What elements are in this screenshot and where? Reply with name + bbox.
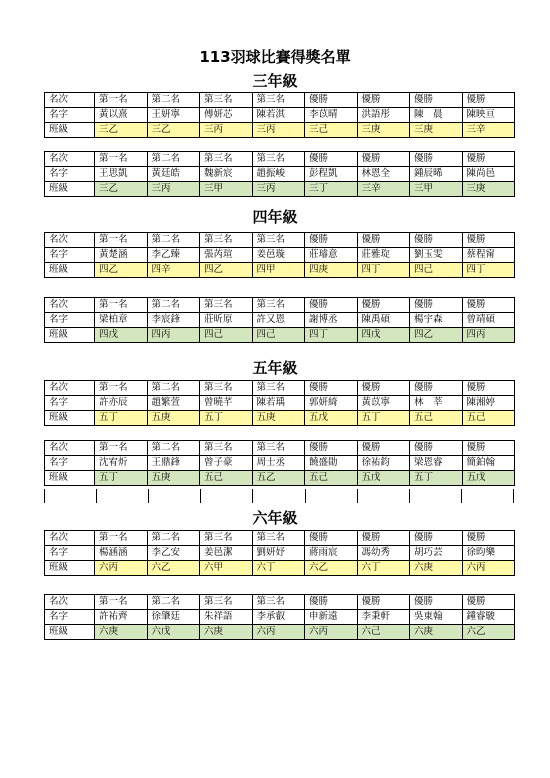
header-cell: 第三名 xyxy=(252,152,305,167)
row-label-name: 名字 xyxy=(45,248,95,263)
student-name-cell: 徐祐鈞 xyxy=(357,456,410,471)
student-name-cell: 劉妍妤 xyxy=(252,546,305,561)
header-cell: 名次 xyxy=(45,531,95,546)
student-name-cell: 洪語彤 xyxy=(357,108,410,123)
header-cell: 第二名 xyxy=(147,381,200,396)
header-cell: 優勝 xyxy=(357,152,410,167)
header-cell: 第一名 xyxy=(95,531,148,546)
student-name-cell: 李乙臻 xyxy=(147,248,200,263)
row-label-name: 名字 xyxy=(45,313,95,328)
student-name-cell: 許又恩 xyxy=(252,313,305,328)
header-cell: 第二名 xyxy=(147,298,200,313)
class-row xyxy=(45,182,515,197)
empty-cell xyxy=(97,489,149,503)
header-row xyxy=(45,233,515,248)
header-cell: 第一名 xyxy=(95,93,148,108)
class-row xyxy=(45,411,515,426)
name-row xyxy=(45,313,515,328)
class-cell: 四丁 xyxy=(357,263,410,278)
header-cell: 第三名 xyxy=(252,531,305,546)
student-name-cell: 徐肇廷 xyxy=(147,610,200,625)
header-row xyxy=(45,298,515,313)
row-label-name: 名字 xyxy=(45,610,95,625)
row-label-class: 班級 xyxy=(45,471,95,486)
class-cell: 四己 xyxy=(252,328,305,343)
class-cell: 四丙 xyxy=(462,328,515,343)
header-cell: 名次 xyxy=(45,93,95,108)
class-cell: 六丁 xyxy=(252,561,305,576)
header-cell: 優勝 xyxy=(410,93,463,108)
student-name-cell: 莊雅琁 xyxy=(357,248,410,263)
student-name-cell: 鍾睿駿 xyxy=(462,610,515,625)
header-cell: 優勝 xyxy=(462,531,515,546)
header-cell: 優勝 xyxy=(305,595,358,610)
class-cell: 五戊 xyxy=(357,471,410,486)
class-row xyxy=(45,328,515,343)
student-name-cell: 蔣雨宸 xyxy=(305,546,358,561)
student-name-cell: 周士丞 xyxy=(252,456,305,471)
student-name-cell: 許亦辰 xyxy=(95,396,148,411)
student-name-cell: 鍾辰晞 xyxy=(410,167,463,182)
class-cell: 三乙 xyxy=(95,123,148,138)
header-cell: 優勝 xyxy=(305,233,358,248)
header-cell: 優勝 xyxy=(357,595,410,610)
header-cell: 名次 xyxy=(45,152,95,167)
class-cell: 五己 xyxy=(410,411,463,426)
student-name-cell: 吳東翰 xyxy=(410,610,463,625)
header-cell: 優勝 xyxy=(462,381,515,396)
student-name-cell: 謝博丞 xyxy=(305,313,358,328)
student-name-cell: 饒盛勛 xyxy=(305,456,358,471)
header-cell: 優勝 xyxy=(357,233,410,248)
student-name-cell: 陳映亘 xyxy=(462,108,515,123)
student-name-cell: 張芮瑄 xyxy=(200,248,253,263)
student-name-cell: 陳湘婷 xyxy=(462,396,515,411)
header-cell: 優勝 xyxy=(410,441,463,456)
student-name-cell: 陳尚邑 xyxy=(462,167,515,182)
student-name-cell: 李乙安 xyxy=(147,546,200,561)
award-table xyxy=(44,151,515,197)
class-cell: 三辛 xyxy=(462,123,515,138)
row-label-class: 班級 xyxy=(45,625,95,640)
student-name-cell: 申新遠 xyxy=(305,610,358,625)
student-name-cell: 趙振峻 xyxy=(252,167,305,182)
row-label-class: 班級 xyxy=(45,328,95,343)
header-row xyxy=(45,93,515,108)
header-cell: 第一名 xyxy=(95,595,148,610)
header-row xyxy=(45,381,515,396)
class-cell: 五戊 xyxy=(462,471,515,486)
student-name-cell: 梁柏章 xyxy=(95,313,148,328)
student-name-cell: 胡巧芸 xyxy=(410,546,463,561)
header-row xyxy=(45,595,515,610)
row-label-class: 班級 xyxy=(45,411,95,426)
student-name-cell: 曾子豪 xyxy=(200,456,253,471)
header-cell: 名次 xyxy=(45,381,95,396)
header-cell: 優勝 xyxy=(357,298,410,313)
student-name-cell: 楊宇森 xyxy=(410,313,463,328)
empty-row xyxy=(44,489,514,503)
class-cell: 五庚 xyxy=(147,471,200,486)
header-cell: 優勝 xyxy=(305,93,358,108)
header-cell: 第三名 xyxy=(200,441,253,456)
name-row xyxy=(45,610,515,625)
header-cell: 第二名 xyxy=(147,93,200,108)
class-cell: 五己 xyxy=(200,471,253,486)
class-cell: 四丙 xyxy=(147,328,200,343)
header-cell: 優勝 xyxy=(462,93,515,108)
award-table xyxy=(44,92,515,138)
header-cell: 優勝 xyxy=(305,381,358,396)
class-cell: 四庚 xyxy=(305,263,358,278)
class-cell: 六庚 xyxy=(410,561,463,576)
student-name-cell: 陳若瑀 xyxy=(252,396,305,411)
class-cell: 四乙 xyxy=(95,263,148,278)
student-name-cell: 李承叡 xyxy=(252,610,305,625)
student-name-cell: 王思凱 xyxy=(95,167,148,182)
class-cell: 三乙 xyxy=(95,182,148,197)
class-cell: 四戊 xyxy=(357,328,410,343)
grade-heading: 四年級 xyxy=(252,208,298,226)
header-cell: 第三名 xyxy=(200,531,253,546)
header-cell: 第一名 xyxy=(95,441,148,456)
header-cell: 名次 xyxy=(45,233,95,248)
header-cell: 優勝 xyxy=(410,298,463,313)
name-row xyxy=(45,546,515,561)
header-cell: 優勝 xyxy=(462,233,515,248)
header-cell: 優勝 xyxy=(410,233,463,248)
class-cell: 五己 xyxy=(305,471,358,486)
class-cell: 三庚 xyxy=(357,123,410,138)
header-cell: 第三名 xyxy=(200,93,253,108)
student-name-cell: 陳 晨 xyxy=(410,108,463,123)
student-name-cell: 姜邑潔 xyxy=(200,546,253,561)
header-cell: 名次 xyxy=(45,298,95,313)
class-cell: 五丁 xyxy=(95,411,148,426)
row-label-class: 班級 xyxy=(45,123,95,138)
student-name-cell: 傅妍芯 xyxy=(200,108,253,123)
class-cell: 六丙 xyxy=(252,625,305,640)
header-cell: 第三名 xyxy=(252,441,305,456)
class-cell: 五戊 xyxy=(305,411,358,426)
class-cell: 六乙 xyxy=(462,625,515,640)
student-name-cell: 李苡晴 xyxy=(305,108,358,123)
student-name-cell: 趙繁萱 xyxy=(147,396,200,411)
student-name-cell: 黃楚涵 xyxy=(95,248,148,263)
class-cell: 四辛 xyxy=(147,263,200,278)
student-name-cell: 彭程凱 xyxy=(305,167,358,182)
header-cell: 名次 xyxy=(45,441,95,456)
class-cell: 四甲 xyxy=(252,263,305,278)
header-cell: 第三名 xyxy=(200,381,253,396)
name-row xyxy=(45,108,515,123)
header-cell: 第三名 xyxy=(252,233,305,248)
row-label-name: 名字 xyxy=(45,456,95,471)
header-cell: 第三名 xyxy=(200,595,253,610)
student-name-cell: 曾靖碩 xyxy=(462,313,515,328)
student-name-cell: 林 莘 xyxy=(410,396,463,411)
student-name-cell: 陳禹碩 xyxy=(357,313,410,328)
student-name-cell: 黃苡寧 xyxy=(357,396,410,411)
row-label-class: 班級 xyxy=(45,263,95,278)
award-table xyxy=(44,232,515,278)
header-cell: 優勝 xyxy=(357,93,410,108)
name-row xyxy=(45,456,515,471)
class-cell: 三己 xyxy=(305,123,358,138)
header-cell: 優勝 xyxy=(305,441,358,456)
student-name-cell: 莊昕原 xyxy=(200,313,253,328)
class-row xyxy=(45,123,515,138)
class-cell: 六丁 xyxy=(357,561,410,576)
empty-cell xyxy=(45,489,97,503)
student-name-cell: 簡鉑翰 xyxy=(462,456,515,471)
class-cell: 六丙 xyxy=(95,561,148,576)
award-table xyxy=(44,594,515,640)
header-cell: 第三名 xyxy=(252,595,305,610)
header-cell: 第二名 xyxy=(147,531,200,546)
name-row xyxy=(45,167,515,182)
class-cell: 三丙 xyxy=(252,123,305,138)
grade-heading: 三年級 xyxy=(252,72,298,90)
class-row xyxy=(45,471,515,486)
student-name-cell: 姜邑璇 xyxy=(252,248,305,263)
name-row xyxy=(45,396,515,411)
empty-cell xyxy=(357,489,409,503)
header-cell: 優勝 xyxy=(410,381,463,396)
class-cell: 五丁 xyxy=(357,411,410,426)
student-name-cell: 曾曉芊 xyxy=(200,396,253,411)
student-name-cell: 許祐齊 xyxy=(95,610,148,625)
empty-cell xyxy=(149,489,201,503)
header-cell: 第三名 xyxy=(200,233,253,248)
class-row xyxy=(45,263,515,278)
student-name-cell: 莊璿意 xyxy=(305,248,358,263)
header-cell: 優勝 xyxy=(305,298,358,313)
row-label-name: 名字 xyxy=(45,396,95,411)
class-cell: 六庚 xyxy=(410,625,463,640)
name-row xyxy=(45,248,515,263)
award-table xyxy=(44,440,515,486)
header-cell: 優勝 xyxy=(357,441,410,456)
class-cell: 四戊 xyxy=(95,328,148,343)
class-row xyxy=(45,561,515,576)
class-cell: 四乙 xyxy=(410,328,463,343)
student-name-cell: 徐昀樂 xyxy=(462,546,515,561)
header-cell: 第三名 xyxy=(200,298,253,313)
empty-cell xyxy=(409,489,461,503)
class-cell: 六丙 xyxy=(462,561,515,576)
header-cell: 優勝 xyxy=(357,531,410,546)
student-name-cell: 李秉軒 xyxy=(357,610,410,625)
row-label-name: 名字 xyxy=(45,546,95,561)
student-name-cell: 李宸鋒 xyxy=(147,313,200,328)
class-cell: 三乙 xyxy=(147,123,200,138)
header-cell: 第三名 xyxy=(252,298,305,313)
header-row xyxy=(45,152,515,167)
header-cell: 第三名 xyxy=(252,381,305,396)
student-name-cell: 黃以熹 xyxy=(95,108,148,123)
class-cell: 三甲 xyxy=(200,182,253,197)
class-cell: 三丁 xyxy=(305,182,358,197)
class-cell: 四丁 xyxy=(305,328,358,343)
header-cell: 優勝 xyxy=(357,381,410,396)
header-cell: 第二名 xyxy=(147,233,200,248)
award-table xyxy=(44,297,515,343)
class-cell: 三丙 xyxy=(147,182,200,197)
class-cell: 六丙 xyxy=(305,625,358,640)
header-cell: 第三名 xyxy=(200,152,253,167)
row-label-class: 班級 xyxy=(45,182,95,197)
class-cell: 五庚 xyxy=(147,411,200,426)
class-cell: 六己 xyxy=(357,625,410,640)
student-name-cell: 朱祥語 xyxy=(200,610,253,625)
student-name-cell: 蔡程甯 xyxy=(462,248,515,263)
header-cell: 優勝 xyxy=(410,152,463,167)
header-row xyxy=(45,441,515,456)
class-cell: 六乙 xyxy=(147,561,200,576)
student-name-cell: 王妍寧 xyxy=(147,108,200,123)
header-cell: 第一名 xyxy=(95,233,148,248)
student-name-cell: 梁恩睿 xyxy=(410,456,463,471)
header-row xyxy=(45,531,515,546)
class-cell: 三甲 xyxy=(410,182,463,197)
class-cell: 六戊 xyxy=(147,625,200,640)
student-name-cell: 林恩全 xyxy=(357,167,410,182)
student-name-cell: 陳若淇 xyxy=(252,108,305,123)
class-cell: 三丙 xyxy=(200,123,253,138)
student-name-cell: 郭妍綺 xyxy=(305,396,358,411)
header-cell: 名次 xyxy=(45,595,95,610)
empty-cell xyxy=(201,489,253,503)
row-label-name: 名字 xyxy=(45,167,95,182)
student-name-cell: 馮幼秀 xyxy=(357,546,410,561)
header-cell: 優勝 xyxy=(410,595,463,610)
class-cell: 四乙 xyxy=(200,263,253,278)
class-cell: 三丙 xyxy=(252,182,305,197)
student-name-cell: 楊涵涵 xyxy=(95,546,148,561)
grade-heading: 五年級 xyxy=(252,359,298,377)
empty-cell xyxy=(461,489,513,503)
class-cell: 五丁 xyxy=(410,471,463,486)
class-cell: 四己 xyxy=(410,263,463,278)
class-cell: 六甲 xyxy=(200,561,253,576)
student-name-cell: 劉玉雯 xyxy=(410,248,463,263)
header-cell: 第二名 xyxy=(147,441,200,456)
page-title: 113羽球比賽得獎名單 xyxy=(199,48,351,66)
class-cell: 三庚 xyxy=(410,123,463,138)
header-cell: 第二名 xyxy=(147,152,200,167)
student-name-cell: 王鼎鋒 xyxy=(147,456,200,471)
header-cell: 第一名 xyxy=(95,152,148,167)
header-cell: 優勝 xyxy=(462,298,515,313)
header-cell: 第一名 xyxy=(95,298,148,313)
class-cell: 五庚 xyxy=(252,411,305,426)
class-row xyxy=(45,625,515,640)
header-cell: 優勝 xyxy=(462,595,515,610)
class-cell: 六乙 xyxy=(305,561,358,576)
header-cell: 優勝 xyxy=(305,531,358,546)
header-cell: 第二名 xyxy=(147,595,200,610)
class-cell: 五丁 xyxy=(200,411,253,426)
grade-heading: 六年級 xyxy=(252,509,298,527)
class-cell: 四丁 xyxy=(462,263,515,278)
header-cell: 優勝 xyxy=(462,441,515,456)
empty-cell xyxy=(253,489,305,503)
row-label-name: 名字 xyxy=(45,108,95,123)
header-cell: 優勝 xyxy=(462,152,515,167)
header-cell: 優勝 xyxy=(410,531,463,546)
class-cell: 五丁 xyxy=(95,471,148,486)
empty-cell xyxy=(305,489,357,503)
header-cell: 優勝 xyxy=(305,152,358,167)
class-cell: 四己 xyxy=(200,328,253,343)
class-cell: 三辛 xyxy=(357,182,410,197)
header-cell: 第三名 xyxy=(252,93,305,108)
row-label-class: 班級 xyxy=(45,561,95,576)
class-cell: 三庚 xyxy=(462,182,515,197)
award-table xyxy=(44,380,515,426)
class-cell: 五己 xyxy=(462,411,515,426)
class-cell: 六庚 xyxy=(200,625,253,640)
header-cell: 第一名 xyxy=(95,381,148,396)
student-name-cell: 黃廷皓 xyxy=(147,167,200,182)
class-cell: 五乙 xyxy=(252,471,305,486)
award-table xyxy=(44,530,515,576)
student-name-cell: 魏新宸 xyxy=(200,167,253,182)
class-cell: 六庚 xyxy=(95,625,148,640)
student-name-cell: 沈宥炘 xyxy=(95,456,148,471)
